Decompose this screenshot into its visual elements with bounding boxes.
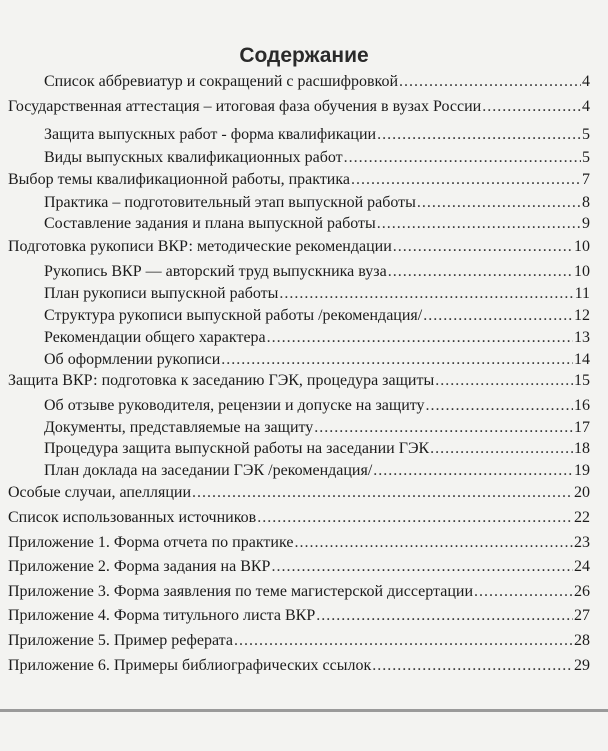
toc-entry-text: Приложение 1. Форма отчета по практике xyxy=(8,534,294,551)
toc-leader-dots xyxy=(377,125,581,145)
toc-entry-text: Виды выпускных квалификационных работ xyxy=(44,149,343,166)
toc-entry xyxy=(8,533,590,553)
toc-entry-text: Приложение 6. Примеры библиографических ссылок xyxy=(8,657,372,674)
page-bottom-rule xyxy=(0,709,608,712)
page-title: Содержание xyxy=(239,44,369,67)
toc-entry xyxy=(44,262,590,282)
toc-entry-page: 9 xyxy=(582,215,590,232)
toc-entry xyxy=(44,193,590,213)
toc-leader-dots xyxy=(474,582,573,602)
toc-entry-text: Приложение 3. Форма заявления по теме магистерской диссертации xyxy=(8,583,473,600)
toc-leader-dots xyxy=(316,606,573,626)
toc-entry-page: 8 xyxy=(582,194,590,211)
toc-entry xyxy=(8,631,590,651)
toc-entry-text: Защита ВКР: подготовка к заседанию ГЭК, процедура защиты xyxy=(8,372,435,389)
toc-leader-dots xyxy=(279,284,573,304)
toc-leader-dots xyxy=(234,631,573,651)
toc-leader-dots xyxy=(271,557,573,577)
toc-leader-dots xyxy=(351,170,581,190)
toc-entry xyxy=(8,656,590,676)
toc-entry-text: Рукопись ВКР — авторский труд выпускника вуза xyxy=(44,263,387,280)
toc-entry-text: Подготовка рукописи ВКР: методические рекомендации xyxy=(8,238,392,255)
toc-entry-page: 29 xyxy=(574,657,590,674)
toc-entry-text: Документы, представляемые на защиту xyxy=(44,419,314,436)
toc-leader-dots xyxy=(430,439,573,459)
toc-entry-text: План доклада на заседании ГЭК /рекомендация/ xyxy=(44,462,373,479)
toc-leader-dots xyxy=(482,97,581,117)
toc-leader-dots xyxy=(388,262,573,282)
toc-entry-text: План рукописи выпускной работы xyxy=(44,285,279,302)
toc-leader-dots xyxy=(417,193,581,213)
toc-leader-dots xyxy=(314,418,573,438)
toc-leader-dots xyxy=(192,483,573,503)
toc-entry xyxy=(44,350,590,370)
toc-entry xyxy=(8,371,590,391)
toc-entry-page: 4 xyxy=(582,73,590,90)
toc-entry-text: Защита выпускных работ - форма квалификации xyxy=(44,126,377,143)
toc-entry-page: 17 xyxy=(574,419,590,436)
toc-entry-page: 26 xyxy=(574,583,590,600)
toc-entry-page: 18 xyxy=(574,440,590,457)
toc-entry-text: Об оформлении рукописи xyxy=(44,351,221,368)
toc-entry xyxy=(44,284,590,304)
toc-entry xyxy=(8,606,590,626)
toc-entry xyxy=(8,237,590,257)
toc-leader-dots xyxy=(435,371,573,391)
toc-entry-page: 11 xyxy=(574,285,590,302)
toc-entry-page: 22 xyxy=(574,509,590,526)
toc-leader-dots xyxy=(399,72,581,92)
toc-entry-page: 20 xyxy=(574,484,590,501)
toc-entry xyxy=(8,582,590,602)
toc-entry xyxy=(44,125,590,145)
toc-entry-page: 15 xyxy=(574,372,590,389)
toc-entry-page: 24 xyxy=(574,558,590,575)
toc-entry xyxy=(44,214,590,234)
toc-leader-dots xyxy=(372,656,573,676)
toc-entry-page: 4 xyxy=(582,98,590,115)
toc-leader-dots xyxy=(344,148,581,168)
toc-entry-text: Приложение 2. Форма задания на ВКР xyxy=(8,558,271,575)
toc-entry-text: Выбор темы квалификационной работы, практика xyxy=(8,171,350,188)
toc-entry-text: Список использованных источников xyxy=(8,509,257,526)
toc-entry-text: Особые случаи, апелляции xyxy=(8,484,192,501)
toc-entry xyxy=(8,170,590,190)
toc-entry-page: 23 xyxy=(574,534,590,551)
toc-entry-page: 14 xyxy=(574,351,590,368)
toc-entry xyxy=(44,148,590,168)
toc-entry xyxy=(44,418,590,438)
toc-entry-text: Об отзыве руководителя, рецензии и допуске на защиту xyxy=(44,397,425,414)
toc-entry xyxy=(44,439,590,459)
toc-entry-page: 10 xyxy=(574,238,590,255)
toc-entry xyxy=(8,97,590,117)
toc-entry-page: 10 xyxy=(574,263,590,280)
toc-entry-text: Приложение 4. Форма титульного листа ВКР xyxy=(8,607,316,624)
toc-entry xyxy=(8,557,590,577)
toc-leader-dots xyxy=(257,508,573,528)
toc-leader-dots xyxy=(393,237,573,257)
toc-leader-dots xyxy=(373,461,573,481)
toc-entry-page: 28 xyxy=(574,632,590,649)
toc-entry-text: Структура рукописи выпускной работы /рекомендация/ xyxy=(44,307,423,324)
toc-entry xyxy=(8,508,590,528)
toc-entry xyxy=(44,306,590,326)
toc-entry xyxy=(8,483,590,503)
toc-entry-text: Составление задания и плана выпускной работы xyxy=(44,215,376,232)
toc-entry-page: 5 xyxy=(582,126,590,143)
toc-entry-text: Рекомендации общего характера xyxy=(44,329,266,346)
toc-entry-text: Государственная аттестация – итоговая фаза обучения в вузах России xyxy=(8,98,482,115)
toc-entry-page: 19 xyxy=(574,462,590,479)
toc-leader-dots xyxy=(377,214,581,234)
toc-entry xyxy=(44,461,590,481)
toc-entry-page: 5 xyxy=(582,149,590,166)
toc-entry xyxy=(44,72,590,92)
toc-entry xyxy=(44,328,590,348)
toc-entry-text: Приложение 5. Пример реферата xyxy=(8,632,233,649)
toc-entry-page: 13 xyxy=(574,329,590,346)
toc-entry-text: Список аббревиатур и сокращений с расшифровкой xyxy=(44,73,399,90)
toc-leader-dots xyxy=(221,350,573,370)
toc-entry-page: 27 xyxy=(574,607,590,624)
toc-leader-dots xyxy=(423,306,573,326)
toc-entry-text: Процедура защита выпускной работы на заседании ГЭК xyxy=(44,440,430,457)
toc-entry xyxy=(44,396,590,416)
toc-leader-dots xyxy=(267,328,573,348)
toc-entry-page: 7 xyxy=(582,171,590,188)
toc-entry-page: 16 xyxy=(574,397,590,414)
toc-leader-dots xyxy=(294,533,573,553)
toc-entry-page: 12 xyxy=(574,307,590,324)
toc-leader-dots xyxy=(426,396,573,416)
toc-entry-text: Практика – подготовительный этап выпускной работы xyxy=(44,194,416,211)
